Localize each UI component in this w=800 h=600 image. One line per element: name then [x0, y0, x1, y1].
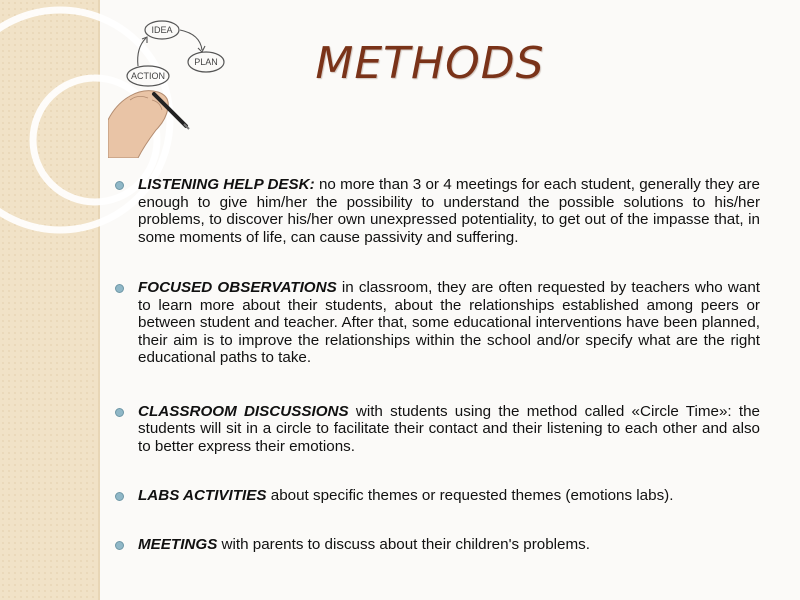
item-term: MEETINGS — [138, 535, 218, 553]
item-term: LABS ACTIVITIES — [138, 487, 267, 504]
item-text: no more than 3 or 4 meetings for each student, generally they are enough to give him/her the possibility to understand the possible solutions to his/her problems, to discover his/her own unexpressed potentiality, to get out of the impasse that, in some moments of life, can cause passivity and suffering. — [138, 176, 760, 246]
list-item — [112, 176, 760, 246]
slide-title: METHODS — [315, 38, 545, 89]
idea-plan-action-illustration — [108, 8, 248, 158]
item-text: with students using the method called «Circle Time»: the students will sit in a circle to facilitate their contact and their listening to each other and also to better express their emotions. — [138, 402, 760, 455]
bullet-icon — [115, 181, 124, 190]
plan-label: PLAN — [194, 57, 218, 67]
list-item — [112, 279, 760, 367]
item-text: in classroom, they are often requested by teachers who want to learn more about their students, about the relationships established among peers or between student and teacher. After that, some educational interventions have been planned, their aim is to improve the relationships within the school and/or specify what are the right educational paths to take. — [138, 279, 760, 366]
hand-with-pen — [108, 91, 189, 158]
list-item — [112, 536, 760, 554]
bullet-icon — [115, 492, 124, 501]
bullet-icon — [115, 408, 124, 417]
idea-label: IDEA — [151, 25, 173, 35]
bullet-icon — [115, 541, 124, 550]
list-item — [112, 487, 760, 505]
item-term: CLASSROOM DISCUSSIONS — [138, 402, 349, 420]
list-item — [112, 403, 760, 456]
methods-list — [112, 176, 760, 553]
item-text: about specific themes or requested themes (emotions labs). — [266, 487, 674, 504]
item-text: with parents to discuss about their children's problems. — [217, 535, 590, 553]
item-term: LISTENING HELP DESK: — [138, 176, 315, 193]
arrow-action-to-idea — [138, 38, 146, 66]
action-label: ACTION — [130, 71, 166, 81]
arrow-idea-to-plan — [180, 30, 202, 50]
bullet-icon — [115, 284, 124, 293]
item-term: FOCUSED OBSERVATIONS — [138, 279, 337, 296]
